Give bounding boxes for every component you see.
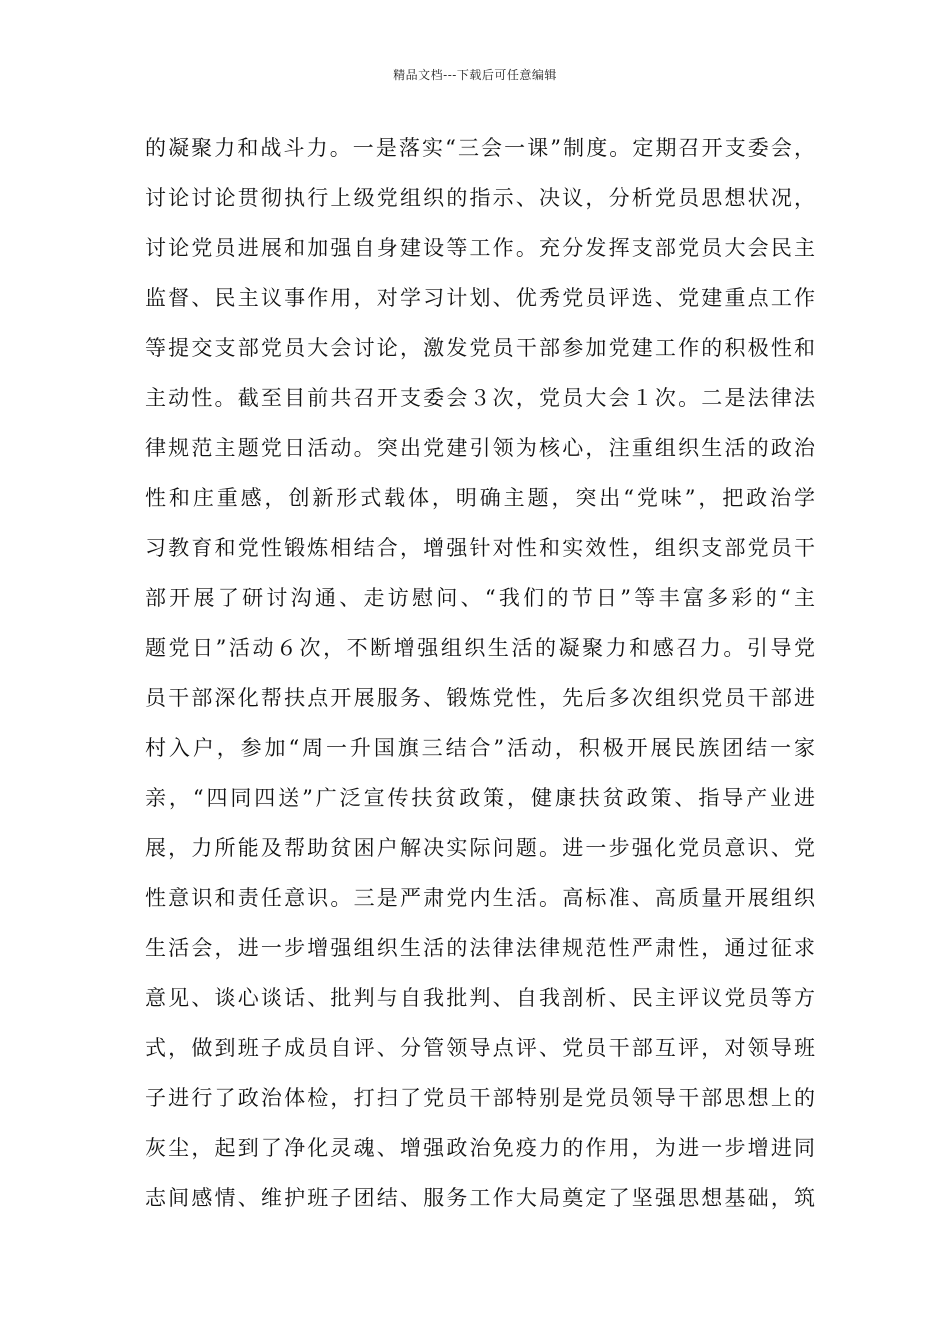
text-line <box>145 681 815 731</box>
text-line-content: 讨论讨论贯彻执行上级党组织的指示、决议，分析党员思想状况， <box>145 186 815 210</box>
text-line-content: 子进行了政治体检，打扫了党员干部特别是党员领导干部思想上的 <box>145 1086 815 1110</box>
text-line <box>145 531 815 581</box>
text-line-content: 部开展了研讨沟通、走访慰问、“我们的节日”等丰富多彩的“主 <box>145 586 815 610</box>
text-line <box>145 281 815 331</box>
text-line-content: 题党日”活动６次，不断增强组织生活的凝聚力和感召力。引导党 <box>145 636 815 660</box>
text-line <box>145 381 815 431</box>
text-line-content: 式，做到班子成员自评、分管领导点评、党员干部互评，对领导班 <box>145 1036 815 1060</box>
text-line-content: 志间感情、维护班子团结、服务工作大局奠定了坚强思想基础，筑 <box>145 1186 815 1210</box>
text-line-content: 律规范主题党日活动。突出党建引领为核心，注重组织生活的政治 <box>145 436 815 460</box>
text-line-content: 讨论党员进展和加强自身建设等工作。充分发挥支部党员大会民主 <box>145 236 815 260</box>
text-line-content: 灰尘，起到了净化灵魂、增强政治免疫力的作用，为进一步增进同 <box>145 1136 815 1160</box>
text-line <box>145 631 815 681</box>
text-line <box>145 781 815 831</box>
text-line <box>145 481 815 531</box>
text-line-content: 展，力所能及帮助贫困户解决实际问题。进一步强化党员意识、党 <box>145 836 815 860</box>
text-line <box>145 1131 815 1181</box>
text-line-content: 生活会，进一步增强组织生活的法律法律规范性严肃性，通过征求 <box>145 936 815 960</box>
text-line <box>145 181 815 231</box>
text-line-content: 等提交支部党员大会讨论，激发党员干部参加党建工作的积极性和 <box>145 336 815 360</box>
text-line-content: 村入户，参加“周一升国旗三结合”活动，积极开展民族团结一家 <box>145 736 815 760</box>
text-line-content: 性和庄重感，创新形式载体，明确主题，突出“党味”，把政治学 <box>145 486 815 510</box>
text-line-content: 监督、民主议事作用，对学习计划、优秀党员评选、党建重点工作 <box>145 286 815 310</box>
text-line <box>145 1081 815 1131</box>
text-line-content: 性意识和责任意识。三是严肃党内生活。高标准、高质量开展组织 <box>145 886 815 910</box>
text-line <box>145 131 815 181</box>
text-line <box>145 431 815 481</box>
body-text <box>145 131 815 1231</box>
text-line <box>145 881 815 931</box>
text-line <box>145 231 815 281</box>
text-line <box>145 581 815 631</box>
text-line <box>145 931 815 981</box>
text-line-content: 习教育和党性锻炼相结合，增强针对性和实效性，组织支部党员干 <box>145 536 815 560</box>
text-line <box>145 981 815 1031</box>
page-header: 精品文档---下载后可任意编辑 <box>393 68 557 82</box>
text-line-content: 亲，“四同四送”广泛宣传扶贫政策，健康扶贫政策、指导产业进 <box>145 786 815 810</box>
text-line <box>145 1031 815 1081</box>
text-line-content: 的凝聚力和战斗力。一是落实“三会一课”制度。定期召开支委会， <box>145 136 815 160</box>
text-line-content: 员干部深化帮扶点开展服务、锻炼党性，先后多次组织党员干部进 <box>145 686 815 710</box>
text-line <box>145 1181 815 1231</box>
text-line <box>145 731 815 781</box>
text-line <box>145 331 815 381</box>
text-line-content: 主动性。截至目前共召开支委会３次，党员大会１次。二是法律法 <box>145 386 815 410</box>
text-line <box>145 831 815 881</box>
text-line-content: 意见、谈心谈话、批判与自我批判、自我剖析、民主评议党员等方 <box>145 986 815 1010</box>
